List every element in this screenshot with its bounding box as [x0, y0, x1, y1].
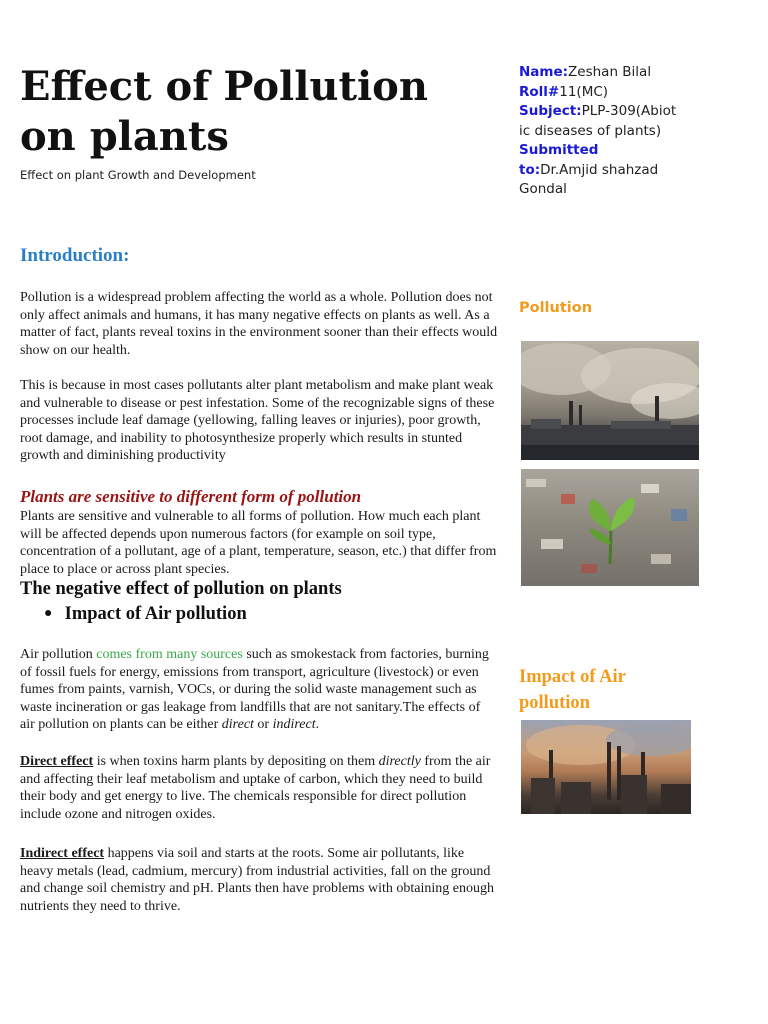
sensitive-paragraph: Plants are sensitive and vulnerable to all forms of pollution. How much each plant will be affected depends upon numerous factors (for example on soil type, concentration of a pollutant, age of a plant, temperature, season, etc.) that differ from place to place or across plant species. — [20, 509, 497, 577]
indirect-word: indirect — [272, 717, 316, 733]
page-subtitle: Effect on plant Growth and Development — [20, 168, 256, 182]
introduction-heading: Introduction: — [20, 245, 130, 266]
direct-effect-paragraph — [20, 753, 498, 823]
page-title: Effect of Pollution on plants — [20, 63, 428, 160]
bullet-icon: ● — [44, 606, 53, 621]
indirect-effect-paragraph — [20, 845, 498, 915]
name-value: Zeshan Bilal — [568, 64, 652, 80]
air-period: . — [315, 717, 320, 733]
sidebar-pollution-label: Pollution — [519, 300, 593, 316]
name-label: Name: — [519, 64, 569, 80]
intro-paragraph-2: This is because in most cases pollutants alter plant metabolism and make plant weak and vulnerable to disease or pest infestation. Some of the recognizable signs of these processes include leaf damage (yellowing, falling leaves or injuries), poor growth, root damage, and inability to photosynthesize properly which results in stunted growth and diminishing productivity — [20, 378, 495, 464]
roll-value: 11(MC) — [559, 83, 609, 100]
indirect-effect-term: Indirect effect — [20, 846, 105, 861]
subject-label: Subject: — [519, 103, 582, 119]
air-pollution-bullet-label: Impact of Air pollution — [64, 604, 247, 624]
direct-word: direct — [221, 717, 254, 733]
submitted-value: Dr.Amjid shahzad Gondal — [519, 161, 659, 197]
air-text-start: Air pollution — [20, 647, 97, 662]
name-row — [519, 63, 679, 83]
air-text-mid: such as smokestack from factories, burning of fossil fuels for energy, emissions from transport, agriculture (livestock) or even fumes from paints, varnish, VOCs, or during the solid waste management such as waste incineration or gas leakage from landfills that are not sanitary.The effects of air pollution on plants can be either — [20, 647, 489, 733]
intro-paragraph-1: Pollution is a widespread problem affecting the world as a whole. Pollution does not only affect animals and humans, it has many negative effects on plants as well. As a matter of fact, plants reveal toxins in the environment sooner than their effects would show on our health. — [20, 290, 498, 358]
direct-text-end: from the air and affecting their leaf metabolism and uptake of carbon, which they need to build their body and get energy to live. The chemicals responsible for direct pollution include ozone and nitrogen oxides. — [20, 754, 491, 822]
indirect-text: happens via soil and starts at the roots. Some air pollutants, like heavy metals (lead, cadmium, mercury) from industrial activities, fall on the ground and change soil chemistry and pH. Plants then have problems with obtaining enough nutrients they need to thrive. — [20, 846, 494, 914]
student-info — [519, 63, 679, 200]
directly-word: directly — [378, 754, 421, 769]
negative-effect-heading: The negative effect of pollution on plants — [20, 579, 342, 599]
roll-row — [519, 83, 679, 103]
direct-effect-term: Direct effect — [20, 754, 94, 769]
air-pollution-paragraph — [20, 646, 498, 734]
roll-label: Roll# — [519, 83, 560, 100]
sprout-in-rubbish-photo — [521, 469, 699, 586]
submitted-row — [519, 141, 679, 200]
sources-link[interactable]: comes from many sources — [96, 647, 243, 662]
sensitive-heading: Plants are sensitive to different form of pollution — [20, 487, 362, 506]
air-pollution-bullet — [44, 604, 247, 625]
submitted-label: Submitted to: — [519, 142, 599, 178]
direct-text-start: is when toxins harm plants by depositing on them — [93, 754, 379, 769]
subject-value: PLP-309(Abiotic diseases of plants) — [519, 103, 677, 139]
sidebar-air-pollution-label: Impact of Air pollution — [519, 667, 626, 713]
industrial-skyline-photo — [521, 720, 691, 814]
or-word: or — [253, 717, 273, 733]
factory-smoke-photo — [521, 341, 699, 460]
subject-row — [519, 102, 679, 141]
